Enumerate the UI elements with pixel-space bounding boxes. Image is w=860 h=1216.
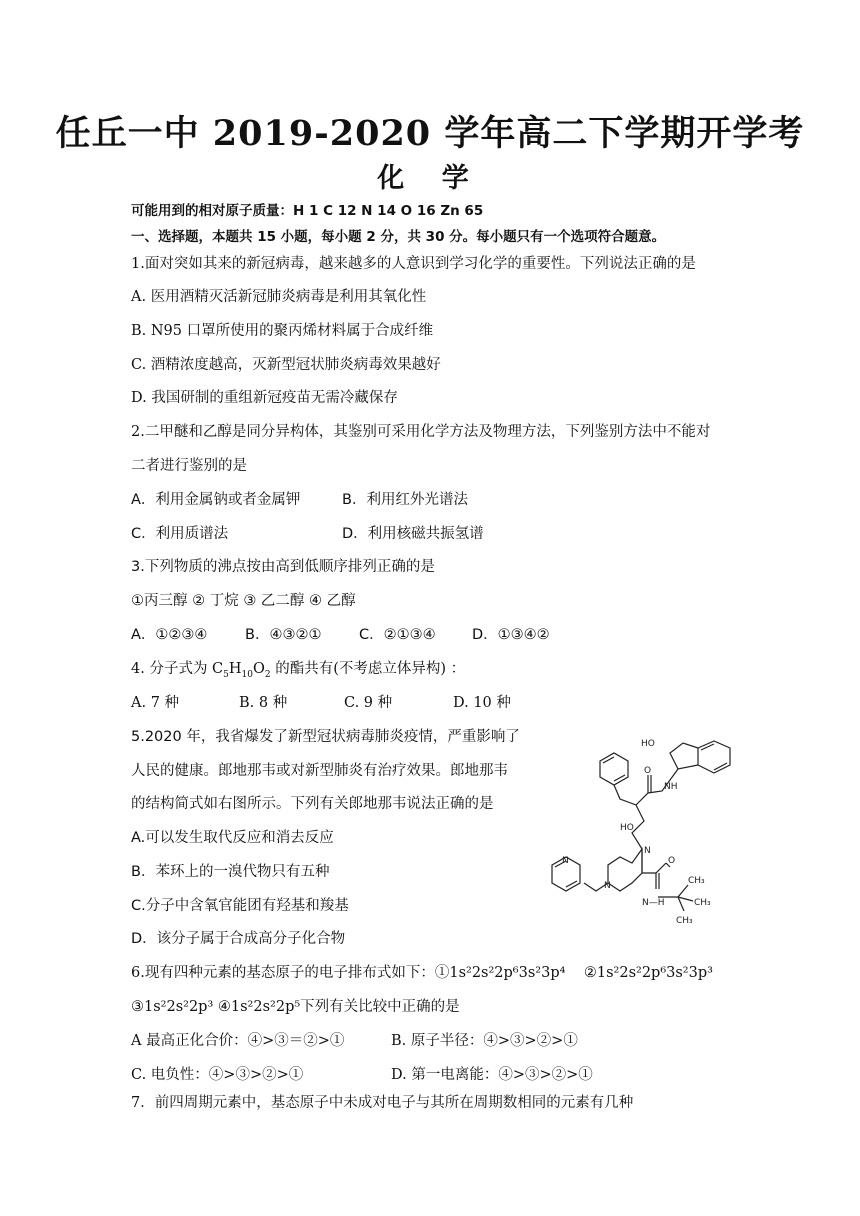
question-5-option-a: A.可以发生取代反应和消去反应 xyxy=(131,830,334,846)
question-5-stem-line1: 5.2020 年，我省爆发了新型冠状病毒肺炎疫情，严重影响了 xyxy=(131,729,520,745)
mol-label-ch3-c: CH₃ xyxy=(676,916,693,926)
question-1-option-b: B. N95 口罩所使用的聚丙烯材料属于合成纤维 xyxy=(131,323,434,339)
question-5-option-b: B．苯环上的一溴代物只有五种 xyxy=(131,864,330,880)
question-6-option-b: B. 原子半径：④>③>②>① xyxy=(391,1033,578,1049)
mol-label-ho-mid: HO xyxy=(620,823,634,833)
mol-label-ch3-b: CH₃ xyxy=(694,898,711,908)
question-4-option-c: C. 9 种 xyxy=(344,695,393,711)
question-4-option-a: A. 7 种 xyxy=(131,695,180,711)
question-7-stem: 7．前四周期元素中，基态原子中未成对电子与其所在周期数相同的元素有几种 xyxy=(131,1095,634,1111)
question-3-option-d: D．①③④② xyxy=(472,627,550,643)
section-heading: 一、选择题，本题共 15 小题，每小题 2 分，共 30 分。每小题只有一个选项符合题意。 xyxy=(131,229,666,245)
question-3-stem: 3.下列物质的沸点按由高到低顺序排列正确的是 xyxy=(131,559,435,575)
question-3-items: ①丙三醇 ② 丁烷 ③ 乙二醇 ④ 乙醇 xyxy=(131,593,356,609)
question-6-option-d: D. 第一电离能：④>③>②>① xyxy=(391,1067,593,1083)
question-1-option-a: A. 医用酒精灭活新冠肺炎病毒是利用其氧化性 xyxy=(131,289,427,305)
mol-label-n-pyridine: N xyxy=(562,856,569,866)
question-2-stem-line2: 二者进行鉴别的是 xyxy=(131,458,247,474)
question-2-option-d: D．利用核磁共振氢谱 xyxy=(342,526,484,542)
document-subject: 化 学 xyxy=(377,163,483,194)
question-4-stem: 4. 分子式为 $C_5H_{10}O_2$ 的酯共有(不考虑立体异构) ： xyxy=(131,661,466,680)
question-3-option-b: B．④③②① xyxy=(245,627,322,643)
question-6-line1: 6.现有四种元素的基态原子的电子排布式如下：①1s²2s²2p⁶3s²3p⁴ ②1s²2s²2p⁶3s²3p³ xyxy=(131,965,713,981)
question-1-option-c: C. 酒精浓度越高，灭新型冠状肺炎病毒效果越好 xyxy=(131,357,441,373)
mol-label-o2: O xyxy=(668,856,676,866)
question-4-option-d: D. 10 种 xyxy=(453,695,511,711)
question-2-option-b: B．利用红外光谱法 xyxy=(342,492,468,508)
document-title: 任丘一中 2019-2020 学年高二下学期开学考 xyxy=(55,113,805,154)
atomic-masses: 可能用到的相对原子质量：H 1 C 12 N 14 O 16 Zn 65 xyxy=(131,203,484,219)
mol-label-nh2: N—H xyxy=(642,898,665,908)
question-6-option-c: C. 电负性：④>③>②>① xyxy=(131,1067,304,1083)
question-1-option-d: D. 我国研制的重组新冠疫苗无需冷藏保存 xyxy=(131,390,398,406)
question-5-option-c: C.分子中含氧官能团有羟基和羧基 xyxy=(131,898,349,914)
question-6-line2: ③1s²2s²2p³ ④1s²2s²2p⁵下列有关比较中正确的是 xyxy=(131,999,460,1015)
mol-label-n1: N xyxy=(644,846,651,856)
question-3-option-c: C．②①③④ xyxy=(359,627,436,643)
mol-label-ho-top: HO xyxy=(641,739,655,749)
mol-label-o1: O xyxy=(644,766,652,776)
question-5-stem-line3: 的结构简式如右图所示。下列有关郎地那韦说法正确的是 xyxy=(131,796,494,812)
mol-label-nh1: NH xyxy=(664,782,678,792)
question-2-option-a: A．利用金属钠或者金属钾 xyxy=(131,492,301,508)
question-6-option-a: A 最高正化合价：④>③＝②>① xyxy=(131,1033,345,1049)
question-2-stem-line1: 2.二甲醚和乙醇是同分异构体，其鉴别可采用化学方法及物理方法，下列鉴别方法中不能对 xyxy=(131,424,711,440)
question-3-option-a: A．①②③④ xyxy=(131,627,208,643)
indinavir-structure-image xyxy=(548,733,748,933)
question-4-option-b: B. 8 种 xyxy=(239,695,288,711)
mol-label-ch3-a: CH₃ xyxy=(688,876,705,886)
question-5-option-d: D．该分子属于合成高分子化合物 xyxy=(131,931,346,947)
question-2-option-c: C．利用质谱法 xyxy=(131,526,229,542)
question-5-stem-line2: 人民的健康。郎地那韦或对新型肺炎有治疗效果。郎地那韦 xyxy=(131,763,508,779)
question-1-stem: 1.面对突如其来的新冠病毒，越来越多的人意识到学习化学的重要性。下列说法正确的是 xyxy=(131,256,696,272)
mol-label-n2: N xyxy=(604,881,611,891)
